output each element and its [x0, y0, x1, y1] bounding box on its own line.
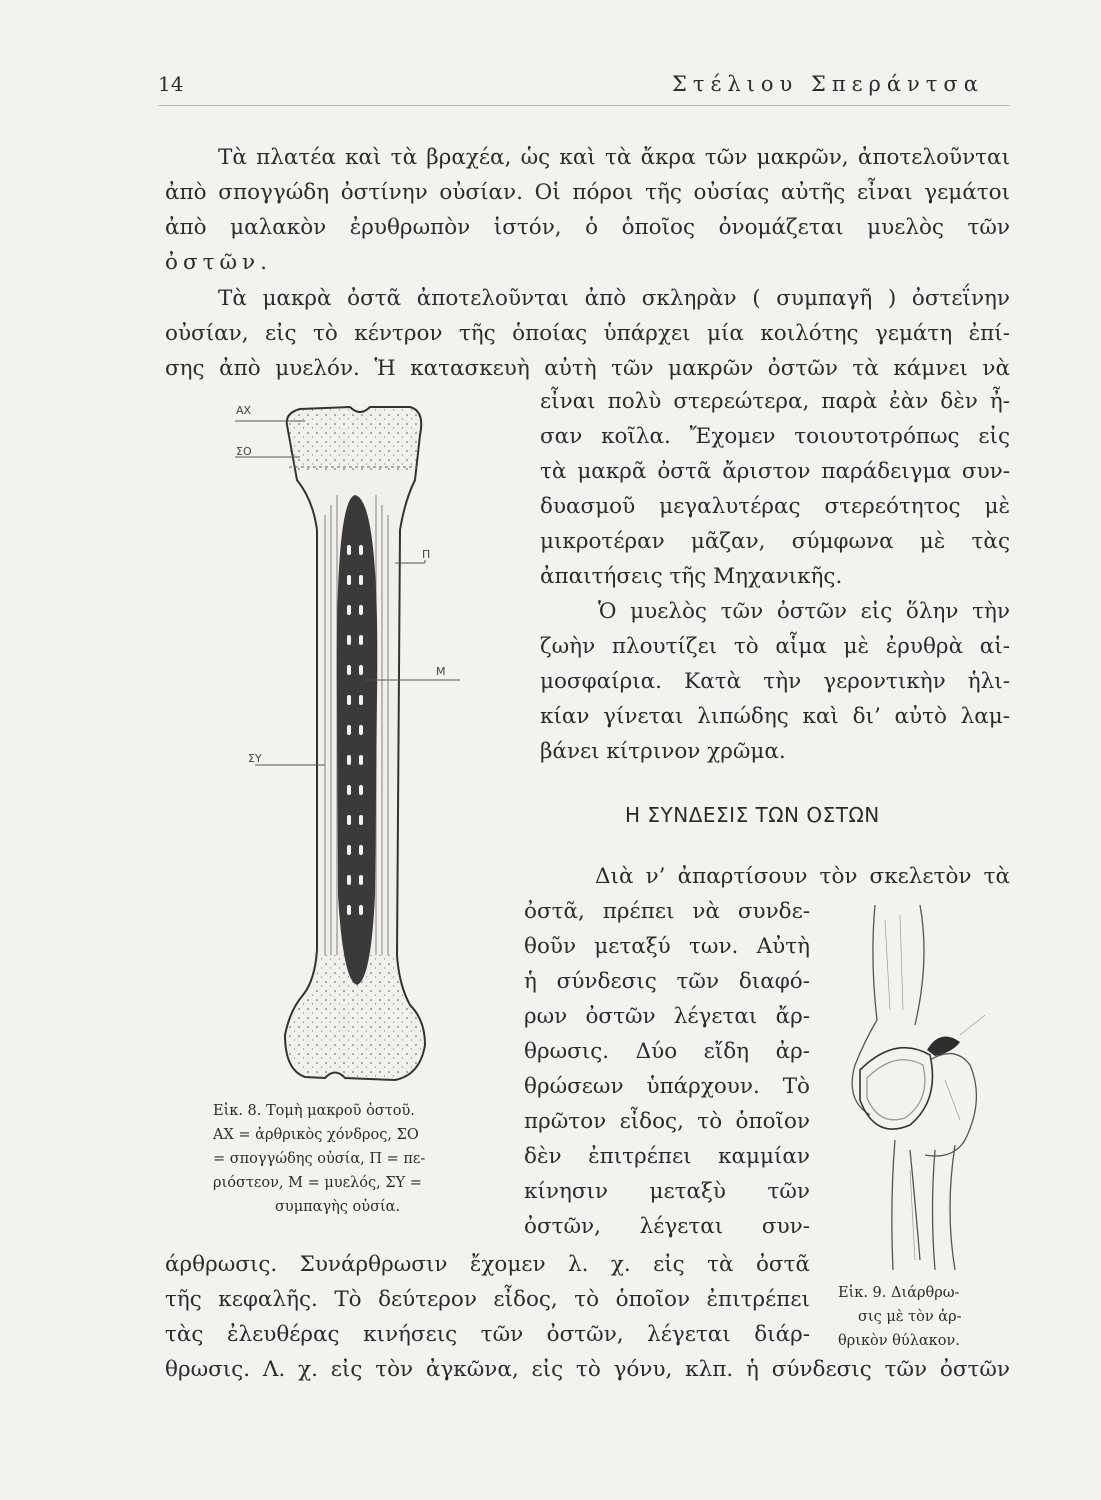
header-rule	[158, 105, 1010, 106]
paragraph2-line-1: Τὰ μακρὰ ὀστᾶ ἀποτελοῦνται ἀπὸ σκληρὰν ( συμπαγῆ ) ὀστεΐνην	[218, 286, 1010, 311]
paragraph3-line-3: μοσφαίρια. Κατὰ τὴν γεροντικὴν ἡλι-	[540, 669, 1010, 694]
paragraph4-mid-line-9: κίνησιν μεταξὺ τῶν	[524, 1179, 810, 1204]
figure-9-caption-line-1: Εἰκ. 9. Διάρθρω-	[838, 1285, 960, 1301]
paragraph3-line-5: βάνει κίτρινον χρῶμα.	[540, 739, 786, 764]
paragraph1-line-1: Τὰ πλατέα καὶ τὰ βραχέα, ὡς καὶ τὰ ἄκρα τῶν μακρῶν, ἀποτελοῦνται	[218, 145, 1010, 170]
paragraph4-end-line-3: τὰς ἐλευθέρας κινήσεις τῶν ὀστῶν, λέγεται διάρ-	[165, 1322, 810, 1347]
paragraph2-line-2: οὐσίαν, εἰς τὸ κέντρον τῆς ὁποίας ὑπάρχει μία κοιλότης γεμάτη ἐπί-	[165, 321, 1010, 346]
figure-9-caption-line-2: σις μὲ τὸν ἀρ-	[858, 1309, 962, 1325]
paragraph2-narrow-line-3: τὰ μακρᾶ ὀστᾶ ἄριστον παράδειγμα συν-	[540, 459, 1010, 484]
paragraph4-mid-line-5: θρωσις. Δύο εἴδη ἀρ-	[524, 1039, 810, 1064]
paragraph2-narrow-line-1: εἶναι πολὺ στερεώτερα, παρὰ ἐὰν δὲν ἦ-	[540, 389, 1010, 414]
paragraph4-mid-line-3: ἡ σύνδεσις τῶν διαφό-	[524, 969, 810, 994]
paragraph4-mid-line-1: ὀστᾶ, πρέπει νὰ συνδε-	[524, 899, 810, 924]
figure-8-label-so: ΣΟ	[236, 445, 252, 458]
paragraph1-line-4: ὀστῶν.	[165, 250, 272, 275]
paragraph2-narrow-line-5: μικροτέραν μᾶζαν, σύμφωνα μὲ τὰς	[540, 529, 1010, 554]
figure-8-label-ax: ΑΧ	[236, 404, 252, 417]
figure-8-caption-line-4: ριόστεον, Μ = μυελός, ΣΥ =	[213, 1175, 422, 1191]
running-title: Στέλιου Σπεράντσα	[672, 72, 984, 96]
paragraph4-mid-line-4: ρων ὀστῶν λέγεται ἄρ-	[524, 1004, 810, 1029]
paragraph3-line-4: κίαν γίνεται λιπώδης καὶ δι’ αὐτὸ λαμ-	[540, 704, 1010, 729]
paragraph1-line-2: ἀπὸ σπογγώδη ὀστίνην οὐσίαν. Οἱ πόροι τῆς οὐσίας αὐτῆς εἶναι γεμάτοι	[165, 180, 1010, 205]
paragraph3-line-1: Ὁ μυελὸς τῶν ὀστῶν εἰς ὅλην τὴν	[598, 599, 1010, 624]
figure-8-label-m: Μ	[436, 665, 446, 678]
figure-8-caption-line-5: συμπαγὴς οὐσία.	[275, 1199, 401, 1215]
figure-8-caption-line-2: ΑΧ = ἀρθρικὸς χόνδρος, ΣΟ	[213, 1127, 419, 1143]
figure-8-bone-section	[225, 395, 470, 1095]
figure-8-label-p: Π	[422, 548, 431, 561]
paragraph2-line-3: σης ἀπὸ μυελόν. Ἡ κατασκευὴ αὐτὴ τῶν μακρῶν ὀστῶν τὰ κάμνει νὰ	[165, 356, 1010, 381]
page-number: 14	[158, 72, 184, 96]
paragraph3-line-2: ζωὴν πλουτίζει τὸ αἷμα μὲ ἐρυθρὰ αἱ-	[540, 634, 1010, 659]
figure-8-caption-line-3: = σπογγώδης οὐσία, Π = πε-	[213, 1151, 426, 1167]
paragraph4-end-line-2: τῆς κεφαλῆς. Τὸ δεύτερον εἶδος, τὸ ὁποῖον ἐπιτρέπει	[165, 1287, 810, 1312]
paragraph2-narrow-line-6: ἀπαιτήσεις τῆς Μηχανικῆς.	[540, 564, 843, 589]
paragraph2-narrow-line-4: δυασμοῦ μεγαλυτέρας στερεότητος μὲ	[540, 494, 1010, 519]
paragraph4-end-line-4: θρωσις. Λ. χ. εἰς τὸν ἀγκῶνα, εἰς τὸ γόνυ, κλπ. ἡ σύνδεσις τῶν ὀστῶν	[165, 1357, 1010, 1382]
paragraph4-line-1: Διὰ ν’ ἀπαρτίσουν τὸν σκελετὸν τὰ	[595, 864, 1010, 889]
paragraph4-mid-line-8: δὲν ἐπιτρέπει καμμίαν	[524, 1144, 810, 1169]
paragraph4-mid-line-6: θρώσεων ὑπάρχουν. Τὸ	[524, 1074, 810, 1099]
paragraph4-mid-line-7: πρῶτον εἶδος, τὸ ὁποῖον	[524, 1109, 810, 1134]
figure-8-caption-line-1: Εἰκ. 8. Τομὴ μακροῦ ὀστοῦ.	[213, 1103, 415, 1119]
figure-9-elbow-joint	[835, 900, 1015, 1280]
paragraph1-line-3: ἀπὸ μαλακὸν ἐρυθρωπὸν ἱστόν, ὁ ὁποῖος ὀνομάζεται μυελὸς τῶν	[165, 215, 1010, 240]
paragraph4-end-line-1: άρθρωσις. Συνάρθρωσιν ἔχομεν λ. χ. εἰς τὰ ὀστᾶ	[165, 1252, 810, 1277]
figure-9-caption-line-3: θρικὸν θύλακον.	[838, 1333, 960, 1349]
figure-8-label-sy: ΣΥ	[248, 752, 262, 765]
paragraph4-mid-line-2: θοῦν μεταξύ των. Αὐτὴ	[524, 934, 810, 959]
section-heading: Η ΣΥΝΔΕΣΙΣ ΤΩΝ ΟΣΤΩΝ	[625, 803, 880, 827]
paragraph2-narrow-line-2: σαν κοῖλα. Ἔχομεν τοιουτοτρόπως εἰς	[540, 424, 1010, 449]
paragraph4-mid-line-10: ὀστῶν, λέγεται συν-	[524, 1214, 810, 1239]
